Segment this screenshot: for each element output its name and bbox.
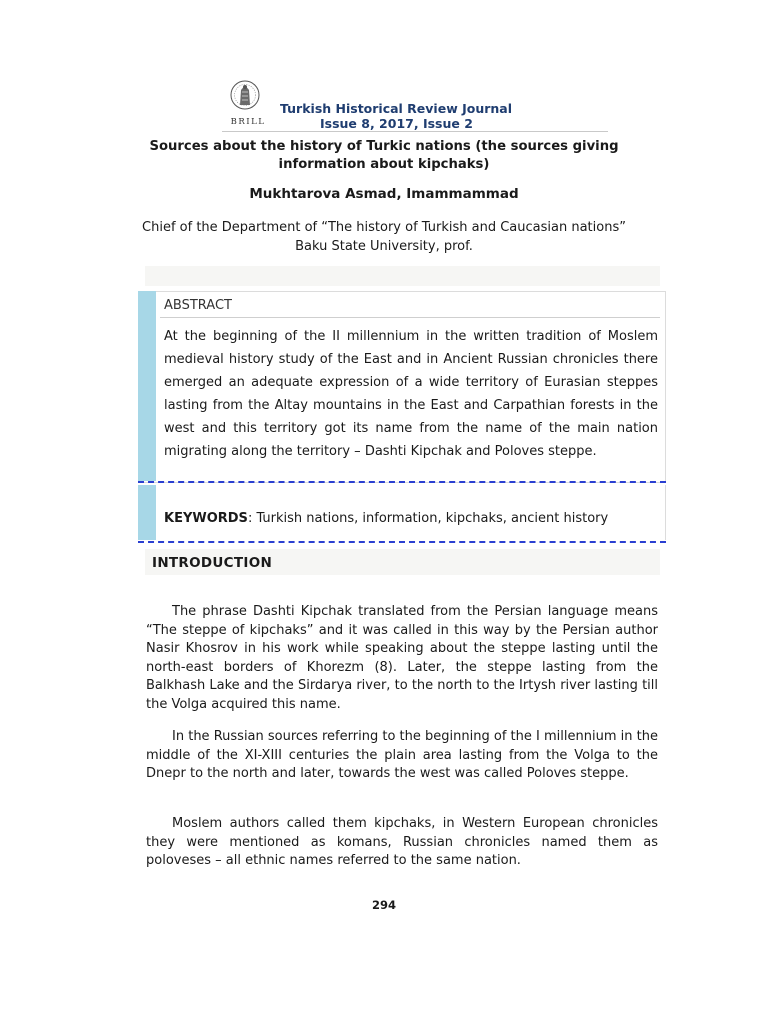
journal-title: Turkish Historical Review Journal bbox=[280, 101, 513, 116]
article-authors: Mukhtarova Asmad, Imammammad bbox=[249, 186, 519, 202]
logo-wordmark: BRILL bbox=[230, 117, 266, 127]
brill-logo bbox=[226, 78, 264, 128]
spacer-band bbox=[145, 266, 660, 286]
abstract-accent-bar bbox=[138, 291, 156, 481]
paragraph-text: The phrase Dashti Kipchak translated from the Persian language means “The steppe of kipchaks” and it was called in this way by the Persian author Nasir Khosrov in his work while speaking about the steppe lasting until the north-east borders of Khorezm (8). Later, the steppe lasting from the Balkhash Lake and the Sirdarya river, to the north to the Irtysh river lasting till the Volga acquired this name. bbox=[146, 604, 658, 712]
paragraph-text: In the Russian sources referring to the beginning of the I millennium in the middle of the XI-XIII centuries the plain area lasting from the Volga to the Dnepr to the north and later, towards the west was called Poloves steppe. bbox=[146, 729, 658, 782]
body-paragraph bbox=[146, 603, 658, 715]
paragraph-text: Moslem authors called them kipchaks, in Western European chronicles they were mentioned as komans, Russian chronicles named them as poloveses – all ethnic names referred to the same nation. bbox=[146, 816, 658, 869]
brill-seal-icon bbox=[230, 78, 260, 116]
author-affiliation: Chief of the Department of “The history of Turkish and Caucasian nations” Baku State University, prof. bbox=[142, 220, 626, 254]
introduction-heading: INTRODUCTION bbox=[152, 555, 273, 571]
page-number: 294 bbox=[371, 898, 396, 912]
abstract-label: ABSTRACT bbox=[164, 298, 232, 313]
article-title: Sources about the history of Turkic nations (the sources giving information about kipchaks) bbox=[149, 139, 619, 172]
dashed-separator-top bbox=[138, 481, 666, 483]
body-paragraph bbox=[146, 728, 658, 784]
keywords-text: : Turkish nations, information, kipchaks, ancient history bbox=[247, 511, 609, 526]
journal-header bbox=[222, 78, 608, 134]
journal-issue: Issue 8, 2017, Issue 2 bbox=[320, 116, 473, 131]
abstract-divider bbox=[160, 317, 660, 318]
abstract-text: At the beginning of the II millennium in the written tradition of Moslem medieval history study of the East and in Ancient Russian chronicles there emerged an adequate expression of a wide territory of Eurasian steppes lasting from the Altay mountains in the East and Carpathian forests in the west and this territory got its name from the name of the main nation migrating along the territory – Dashti Kipchak and Poloves steppe. bbox=[164, 329, 658, 459]
keywords-line bbox=[164, 511, 608, 526]
dashed-separator-bottom bbox=[138, 541, 666, 543]
keywords-label: KEYWORDS bbox=[164, 511, 248, 526]
body-paragraph bbox=[146, 815, 658, 871]
header-divider bbox=[222, 131, 608, 132]
keywords-accent-bar bbox=[138, 485, 156, 540]
